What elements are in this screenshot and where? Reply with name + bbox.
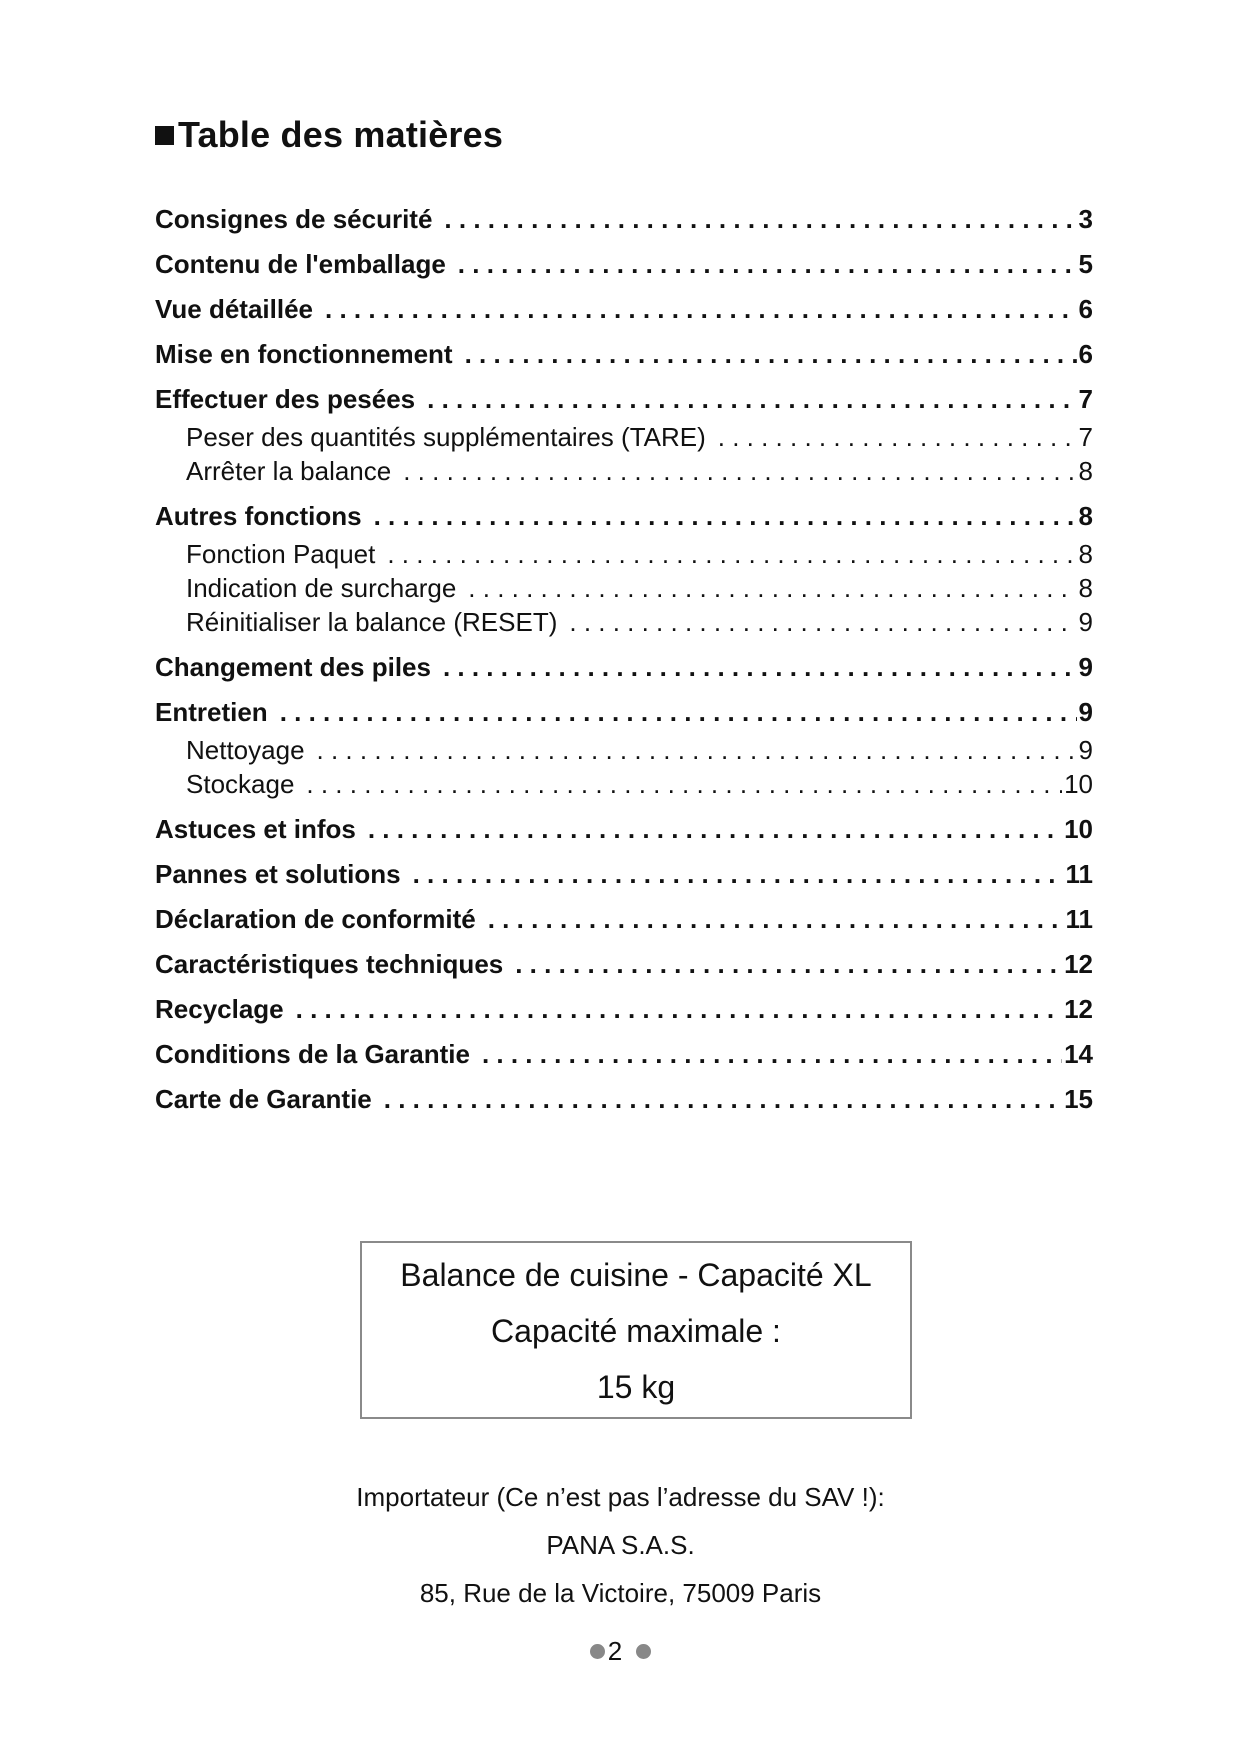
toc-leader-dots: [488, 900, 1064, 938]
toc-leader-dots: [368, 810, 1062, 848]
toc-entry[interactable]: [155, 945, 1093, 990]
toc-entry[interactable]: [155, 335, 1093, 380]
toc-entry[interactable]: [155, 380, 1093, 420]
toc-entry-label: Astuces et infos: [155, 814, 356, 844]
toc-entry-page: 6: [1078, 294, 1093, 324]
toc-leader-dots: [296, 990, 1062, 1028]
toc-entry-page: 14: [1064, 1039, 1093, 1069]
toc-entry-label: Changement des piles: [155, 652, 431, 682]
page-title: [155, 110, 503, 160]
toc-leader-dots: [718, 420, 1077, 454]
toc-subentry[interactable]: [155, 454, 1093, 497]
toc-entry-label: Contenu de l'emballage: [155, 249, 446, 279]
toc-leader-dots: [413, 855, 1064, 893]
toc-entry[interactable]: [155, 497, 1093, 537]
toc-subentry-page: 8: [1078, 573, 1093, 603]
toc-entry-label: Carte de Garantie: [155, 1084, 372, 1114]
toc-leader-dots: [468, 571, 1076, 605]
toc-subentry[interactable]: [155, 605, 1093, 648]
page-number-value: 2: [607, 1636, 623, 1666]
toc-leader-dots: [427, 380, 1076, 418]
dot-icon: [636, 1644, 651, 1659]
page-title-text: Table des matières: [178, 114, 504, 155]
toc-entry-label: Consignes de sécurité: [155, 204, 433, 234]
toc-subentry-page: 8: [1078, 456, 1093, 486]
toc-leader-dots: [444, 200, 1076, 238]
toc-entry-label: Conditions de la Garantie: [155, 1039, 470, 1069]
product-info-box: [360, 1241, 912, 1419]
toc-leader-dots: [569, 605, 1076, 639]
toc-subentry-label: Indication de surcharge: [186, 573, 457, 603]
toc-leader-dots: [306, 767, 1062, 801]
toc-entry[interactable]: [155, 1080, 1093, 1125]
toc-entry-page: 11: [1065, 859, 1093, 889]
toc-leader-dots: [515, 945, 1062, 983]
toc-entry-page: 12: [1064, 994, 1093, 1024]
toc-subentry-label: Nettoyage: [186, 735, 305, 765]
toc-entry[interactable]: [155, 245, 1093, 290]
toc-entry-page: 8: [1078, 501, 1093, 531]
product-name: Balance de cuisine - Capacité XL: [400, 1257, 872, 1293]
page-number: [0, 1631, 1241, 1671]
toc-leader-dots: [325, 290, 1077, 328]
toc-subentry-page: 9: [1078, 607, 1093, 637]
importer-company: PANA S.A.S.: [546, 1530, 695, 1560]
toc-leader-dots: [443, 648, 1077, 686]
toc-subentry[interactable]: [155, 767, 1093, 810]
toc-subentry[interactable]: [155, 571, 1093, 605]
toc-leader-dots: [458, 245, 1077, 283]
toc-entry-label: Effectuer des pesées: [155, 384, 416, 414]
toc-entry-page: 11: [1065, 904, 1093, 934]
toc-entry-label: Recyclage: [155, 994, 284, 1024]
toc-entry-page: 9: [1078, 697, 1093, 727]
toc-entry-page: 10: [1064, 814, 1093, 844]
dot-icon: [590, 1644, 605, 1659]
toc-entry[interactable]: [155, 1035, 1093, 1080]
toc-entry[interactable]: [155, 900, 1093, 945]
toc-entry-label: Mise en fonctionnement: [155, 339, 453, 369]
toc-entry[interactable]: [155, 810, 1093, 855]
toc-entry-page: 6: [1078, 339, 1093, 369]
importer-block: [0, 1473, 1241, 1617]
toc-subentry-label: Stockage: [186, 769, 295, 799]
toc-leader-dots: [465, 335, 1077, 373]
toc-entry-page: 9: [1078, 652, 1093, 682]
toc-subentry-label: Peser des quantités supplémentaires (TARE): [186, 422, 706, 452]
toc-subentry-label: Fonction Paquet: [186, 539, 376, 569]
toc-leader-dots: [374, 497, 1077, 535]
toc-entry[interactable]: [155, 290, 1093, 335]
square-bullet-icon: [155, 126, 174, 145]
toc-entry-label: Vue détaillée: [155, 294, 313, 324]
toc-entry[interactable]: [155, 855, 1093, 900]
toc-leader-dots: [280, 693, 1077, 731]
toc-entry-label: Entretien: [155, 697, 268, 727]
toc-entry-page: 12: [1064, 949, 1093, 979]
toc-entry[interactable]: [155, 693, 1093, 733]
table-of-contents: [155, 200, 1093, 1125]
toc-leader-dots: [317, 733, 1077, 767]
toc-subentry-label: Réinitialiser la balance (RESET): [186, 607, 558, 637]
toc-entry-label: Pannes et solutions: [155, 859, 401, 889]
toc-entry[interactable]: [155, 200, 1093, 245]
toc-entry-label: Caractéristiques techniques: [155, 949, 504, 979]
importer-heading: Importateur (Ce n’est pas l’adresse du SAV !):: [356, 1482, 885, 1512]
toc-entry-page: 5: [1078, 249, 1093, 279]
toc-leader-dots: [403, 454, 1076, 488]
toc-subentry-page: 10: [1064, 769, 1093, 799]
toc-subentry[interactable]: [155, 733, 1093, 767]
toc-leader-dots: [384, 1080, 1062, 1118]
toc-entry-page: 3: [1078, 204, 1093, 234]
toc-entry[interactable]: [155, 990, 1093, 1035]
toc-leader-dots: [387, 537, 1076, 571]
toc-entry-page: 7: [1078, 384, 1093, 414]
toc-subentry-label: Arrêter la balance: [186, 456, 392, 486]
importer-address: 85, Rue de la Victoire, 75009 Paris: [419, 1578, 822, 1608]
toc-subentry-page: 9: [1078, 735, 1093, 765]
toc-subentry-page: 8: [1078, 539, 1093, 569]
max-capacity-value: 15 kg: [596, 1369, 676, 1405]
toc-subentry[interactable]: [155, 420, 1093, 454]
toc-entry[interactable]: [155, 648, 1093, 693]
toc-subentry-page: 7: [1078, 422, 1093, 452]
toc-entry-page: 15: [1064, 1084, 1093, 1114]
toc-entry-label: Autres fonctions: [155, 501, 362, 531]
toc-subentry[interactable]: [155, 537, 1093, 571]
toc-leader-dots: [482, 1035, 1062, 1073]
toc-entry-label: Déclaration de conformité: [155, 904, 476, 934]
max-capacity-label: Capacité maximale :: [491, 1313, 781, 1349]
